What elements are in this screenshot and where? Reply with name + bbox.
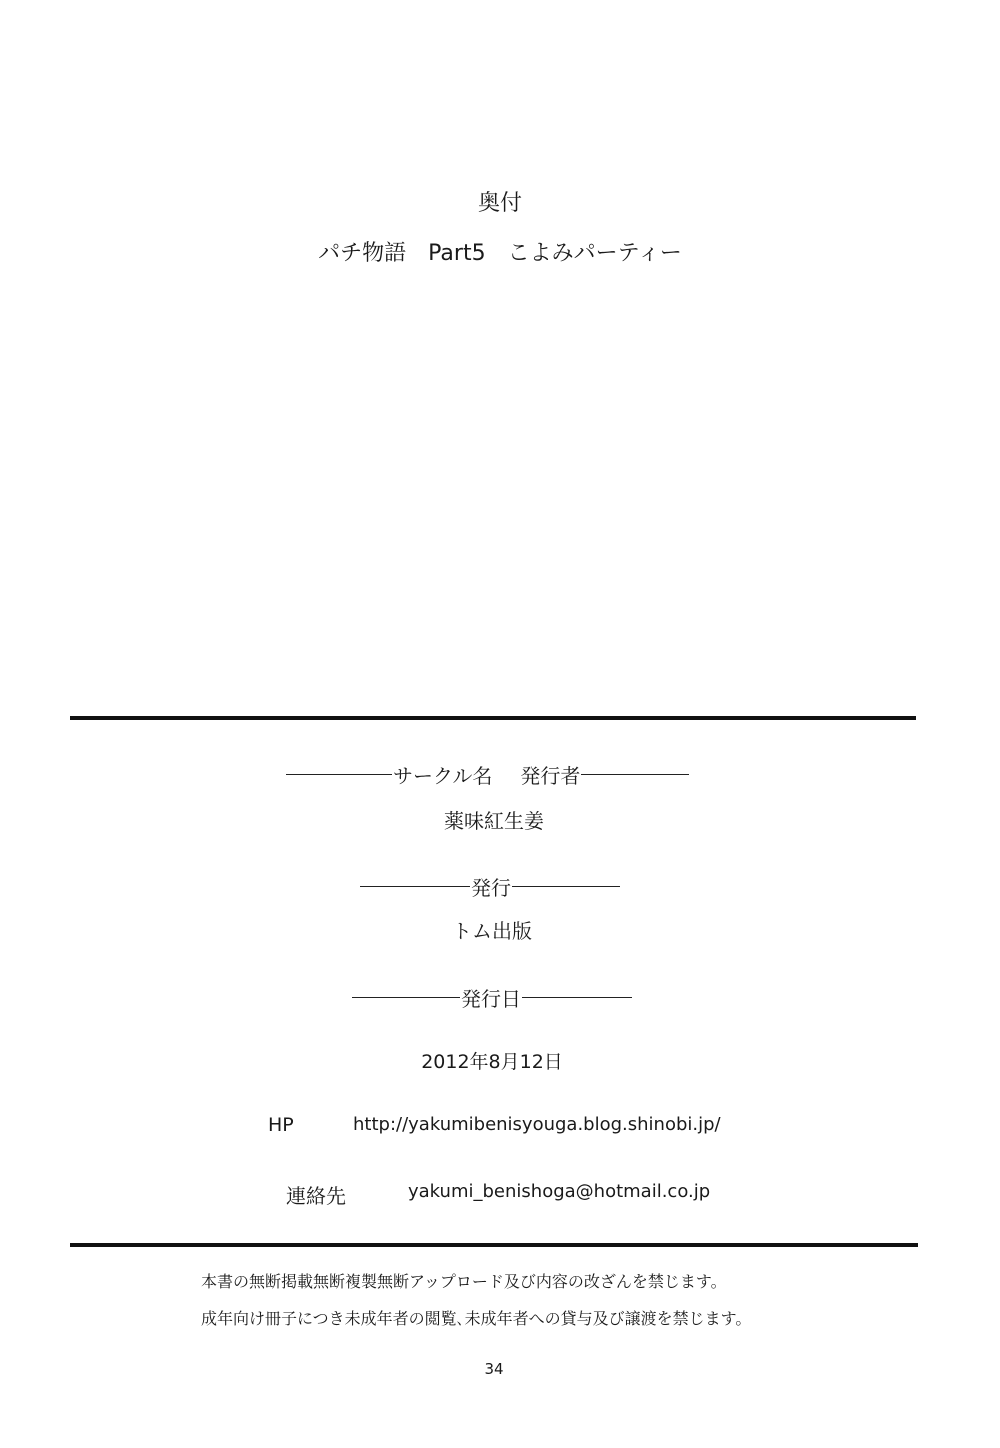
date-header [352,983,632,1012]
circle-name-value: 薬味紅生姜 [444,809,544,833]
hp-url[interactable]: http://yakumibenisyouga.blog.shinobi.jp/ [353,1114,721,1135]
date-label: 発行日 [461,987,521,1011]
header-line-left [286,774,392,775]
publisher-label: 発行 [471,876,511,900]
issue-date-value: 2012年8月12日 [421,1051,563,1073]
header-line-left [352,997,460,998]
hp-label: HP [268,1114,294,1136]
notice-line-1: 本書の無断掲載無断複製無断アップロード及び内容の改ざんを禁じます。 [201,1272,727,1291]
circle-publisher-header [286,760,689,789]
header-line-left [360,886,470,887]
top-divider [70,716,916,720]
book-title: パチ物語 Part5 こよみパーティー [318,241,682,266]
header-line-right [512,886,620,887]
header-line-right [581,774,689,775]
contact-email[interactable]: yakumi_benishoga@hotmail.co.jp [408,1181,711,1202]
contact-label: 連絡先 [286,1184,346,1208]
colophon-heading: 奥付 [477,191,522,216]
issuer-label: 発行者 [520,764,581,788]
bottom-divider [70,1243,918,1247]
publisher-value: トム出版 [452,919,532,943]
notice-line-2: 成年向け冊子につき未成年者の閲覧､未成年者への貸与及び譲渡を禁じます。 [201,1309,752,1328]
page-number: 34 [484,1360,504,1378]
circle-name-label: サークル名 [393,764,493,788]
publisher-header [360,872,620,901]
header-line-right [522,997,632,998]
